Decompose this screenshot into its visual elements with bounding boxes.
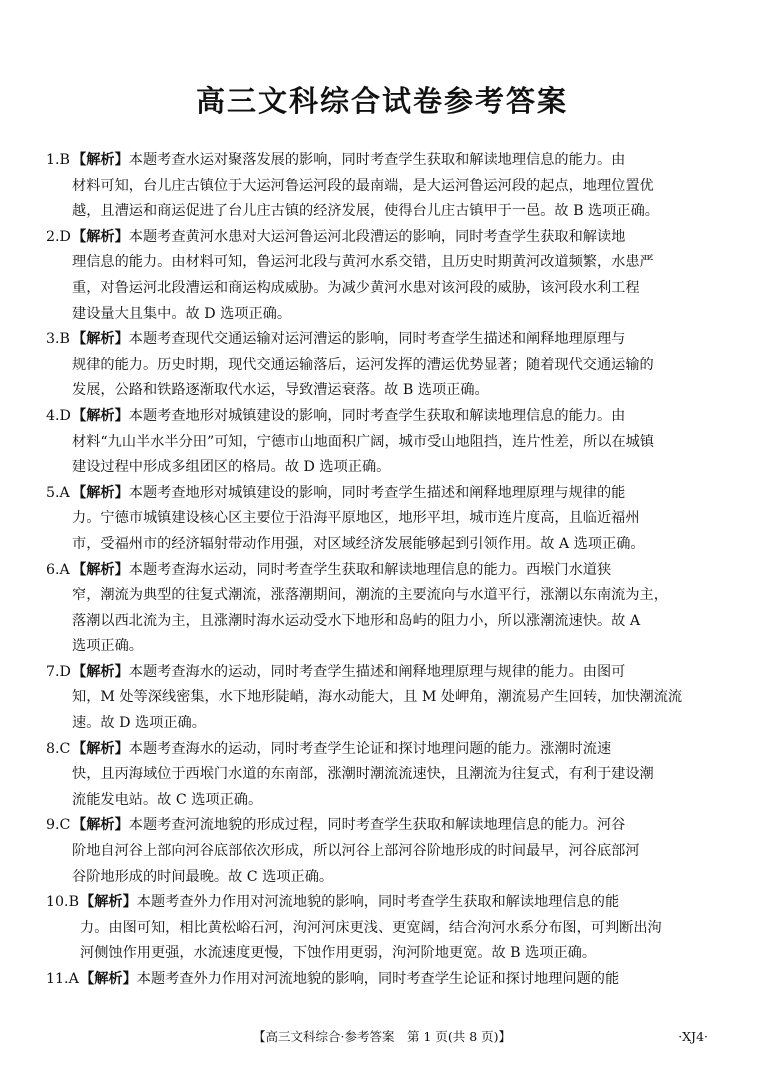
- answer-item: [46, 481, 718, 558]
- analysis-tag: 【解析】: [72, 152, 129, 168]
- answer-line: 力。由图可知，相比黄松峪石河，泃河河床更浅、更宽阔，结合泃河水系分布图，可判断出泃: [80, 919, 662, 936]
- analysis-tag: 【解析】: [80, 894, 137, 911]
- answer-line: 河侧蚀作用更强，水流速度更慢，下蚀作用更弱，泃河阶地更宽。故 B 选项正确。: [80, 945, 597, 962]
- answer-line: 快，且丙海域位于西堠门水道的东南部，涨潮时潮流流速快，且潮流为往复式，有利于建设潮: [72, 766, 654, 783]
- answer-line: [46, 148, 718, 174]
- answer-line: 选项正确。: [72, 638, 143, 655]
- answer-text: 【解析】本题考查地形对城镇建设的影响，同时考查学生描述和阐释地理原理与规律的能: [72, 484, 626, 501]
- answer-line: 阶地自河谷上部向河谷底部依次形成，所以河谷上部河谷阶地形成的时间最早，河谷底部河: [72, 843, 640, 860]
- answer-line: 速。故 D 选项正确。: [72, 715, 206, 732]
- answer-text: 【解析】本题考查黄河水患对大运河鲁运河北段漕运的影响，同时考查学生获取和解读地: [72, 228, 626, 245]
- answer-text: 【解析】本题考查外力作用对河流地貌的影响，同时考查学生获取和解读地理信息的能: [80, 894, 620, 911]
- answer-line: [46, 225, 718, 251]
- answer-item: [46, 813, 718, 890]
- answer-item: [46, 148, 718, 225]
- answer-text: 【解析】本题考查海水的运动，同时考查学生论证和探讨地理问题的能力。涨潮时流速: [72, 740, 612, 757]
- answer-line: [46, 967, 718, 993]
- answer-number: 6.A: [46, 561, 70, 578]
- analysis-tag: 【解析】: [72, 228, 129, 245]
- answer-line: 发展，公路和铁路逐渐取代水运，导致漕运衰落。故 B 选项正确。: [72, 382, 489, 399]
- answer-number: 8.C: [46, 740, 71, 757]
- analysis-tag: 【解析】: [72, 740, 129, 757]
- analysis-tag: 【解析】: [72, 407, 129, 424]
- answer-line: 重，对鲁运河北段漕运和商运构成威胁。为减少黄河水患对该河段的威胁，该河段水利工程: [72, 279, 640, 296]
- analysis-tag: 【解析】: [72, 561, 129, 578]
- page-title: 高三文科综合试卷参考答案: [195, 84, 568, 118]
- answer-text: 【解析】本题考查水运对聚落发展的影响，同时考查学生获取和解读地理信息的能力。由: [72, 152, 626, 168]
- answer-number: 7.D: [46, 663, 71, 680]
- answer-item: [46, 327, 718, 404]
- page-footer: [0, 1028, 764, 1046]
- answer-line: 流能发电站。故 C 选项正确。: [72, 791, 263, 808]
- answer-line: 谷阶地形成的时间最晚。故 C 选项正确。: [72, 868, 334, 885]
- answer-item: [46, 558, 718, 660]
- answer-line: 落潮以西北流为主，且涨潮时海水运动受水下地形和岛屿的阻力小，所以涨潮流速快。故 A: [72, 612, 641, 629]
- analysis-tag: 【解析】: [72, 331, 129, 348]
- answer-text: 【解析】本题考查地形对城镇建设的影响，同时考查学生获取和解读地理信息的能力。由: [72, 407, 626, 424]
- footer-code: ·XJ4·: [678, 1029, 708, 1044]
- answer-item: [46, 890, 718, 967]
- answer-number: 9.C: [46, 817, 71, 834]
- answer-number: 3.B: [46, 331, 70, 348]
- answer-number: 4.D: [46, 407, 71, 424]
- answer-number: 5.A: [46, 484, 70, 501]
- answer-line: 建设过程中形成多组团区的格局。故 D 选项正确。: [72, 459, 391, 476]
- answer-item: [46, 737, 718, 814]
- answer-line: [46, 481, 718, 507]
- analysis-tag: 【解析】: [72, 484, 129, 501]
- answer-number: 11.A: [46, 971, 79, 987]
- analysis-tag: 【解析】: [72, 817, 129, 834]
- answer-line: 市，受福州市的经济辐射带动作用强，对区域经济发展能够起到引领作用。故 A 选项正确。: [72, 535, 645, 552]
- answer-number: 10.B: [46, 894, 79, 911]
- analysis-tag: 【解析】: [72, 663, 129, 680]
- answer-line: 规律的能力。历史时期，现代交通运输落后，运河发挥的漕运优势显著；随着现代交通运输的: [72, 356, 654, 373]
- answer-number: 1.B: [46, 152, 70, 168]
- answer-line: 建设量大且集中。故 D 选项正确。: [72, 305, 292, 322]
- answer-item: [46, 967, 718, 993]
- analysis-tag: 【解析】: [80, 971, 137, 987]
- answer-line: [46, 404, 718, 430]
- answer-item: [46, 404, 718, 481]
- answer-line: 材料“九山半水半分田”可知，宁德市山地面积广阔，城市受山地阻挡，连片性差，所以在城镇: [72, 433, 655, 450]
- answer-line: [46, 813, 718, 839]
- answer-item: [46, 225, 718, 327]
- answer-line: [46, 558, 718, 584]
- answer-item: [46, 660, 718, 737]
- answer-line: 材料可知，台儿庄古镇位于大运河鲁运河段的最南端，是大运河鲁运河段的起点，地理位置优: [72, 177, 654, 194]
- answer-line: 窄，潮流为典型的往复式潮流，涨落潮期间，潮流的主要流向与水道平行，涨潮以东南流为主，: [72, 587, 668, 604]
- answer-list: [46, 148, 718, 993]
- answer-line: [46, 327, 718, 353]
- answer-text: 【解析】本题考查外力作用对河流地貌的影响，同时考查学生论证和探讨地理问题的能: [80, 971, 620, 987]
- footer-page-info: 【高三文科综合·参考答案 第 1 页(共 8 页)】: [252, 1029, 512, 1044]
- answer-text: 【解析】本题考查海水的运动，同时考查学生描述和阐释地理原理与规律的能力。由图可: [72, 663, 626, 680]
- answer-line: 越，且漕运和商运促进了台儿庄古镇的经济发展，使得台儿庄古镇甲于一邑。故 B 选项正确。: [72, 203, 659, 220]
- answer-line: 理信息的能力。由材料可知，鲁运河北段与黄河水系交错，且历史时期黄河改道频繁，水患严: [72, 254, 654, 271]
- answer-text: 【解析】本题考查河流地貌的形成过程，同时考查学生获取和解读地理信息的能力。河谷: [72, 817, 626, 834]
- answer-text: 【解析】本题考查现代交通运输对运河漕运的影响，同时考查学生描述和阐释地理原理与: [72, 331, 626, 348]
- answer-line: 力。宁德市城镇建设核心区主要位于沿海平原地区，地形平坦，城市连片度高，且临近福州: [72, 510, 640, 527]
- answer-line: 知，M 处等深线密集，水下地形陡峭，海水动能大，且 M 处岬角，潮流易产生回转，加快潮流流: [72, 689, 683, 706]
- answer-number: 2.D: [46, 228, 71, 245]
- answer-text: 【解析】本题考查海水运动，同时考查学生获取和解读地理信息的能力。西堠门水道狭: [72, 561, 612, 578]
- answer-line: [46, 660, 718, 686]
- answer-line: [46, 890, 718, 916]
- answer-line: [46, 737, 718, 763]
